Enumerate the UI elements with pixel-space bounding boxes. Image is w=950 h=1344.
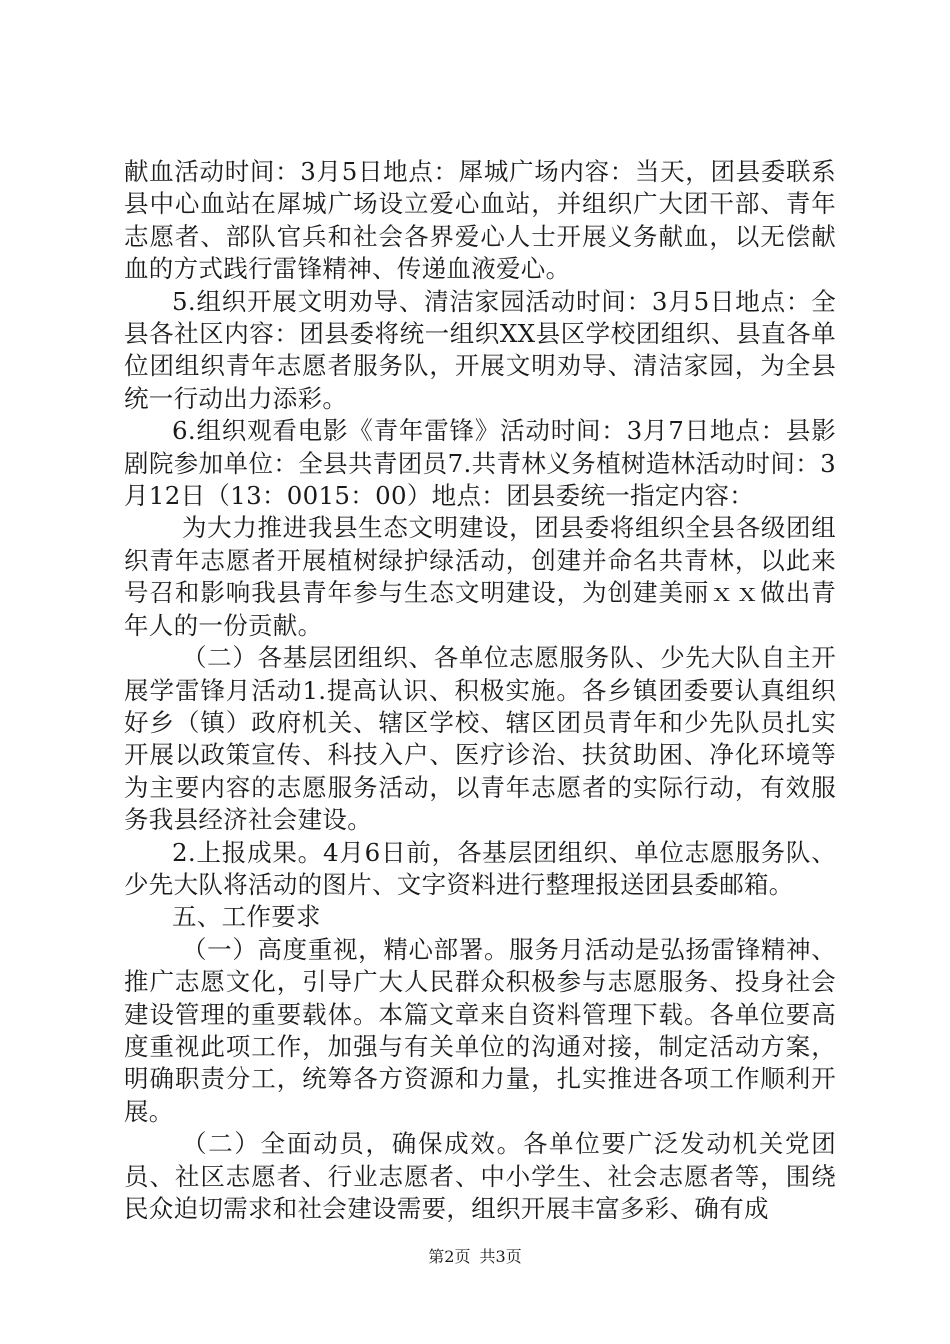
paragraph-movie-tree-planting: 6.组织观看电影《青年雷锋》活动时间：3月7日地点：县影剧院参加单位：全县共青团员7.共青林义务植树造林活动时间：3月12日（13：0015：00）地点：团县委统一指定内容： xyxy=(124,416,836,511)
document-body xyxy=(124,156,836,1225)
page-total: 共3页 xyxy=(479,1247,522,1266)
paragraph-attention-deployment: （一）高度重视，精心部署。服务月活动是弘扬雷锋精神、推广志愿文化，引导广大人民群众积极参与志愿服务、投身社会建设管理的重要载体。本篇文章来自资料管理下载。各单位要高度重视此项工作，加强与有关单位的沟通对接，制定活动方案，明确职责分工，统筹各方资源和力量，扎实推进各项工作顺利开展。 xyxy=(124,934,836,1126)
page-footer xyxy=(0,1244,950,1267)
paragraph-blood-donation: 献血活动时间：3月5日地点：犀城广场内容：当天，团县委联系县中心血站在犀城广场设立爱心血站，并组织广大团干部、青年志愿者、部队官兵和社会各界爱心人士开展义务献血，以无偿献血的方式践行雷锋精神、传递血液爱心。 xyxy=(124,157,836,284)
section-heading-work-requirements: 五、工作要求 xyxy=(172,902,321,932)
page-number: 第2页 xyxy=(428,1247,471,1266)
paragraph-ecological: 为大力推进我县生态文明建设，团县委将组织全县各级团组织青年志愿者开展植树绿护绿活动，创建并命名共青林，以此来号召和影响我县青年参与生态文明建设，为创建美丽ｘｘ做出青年人的一份贡献。 xyxy=(124,513,836,640)
paragraph-report-results: 2.上报成果。4月6日前，各基层团组织、单位志愿服务队、少先大队将活动的图片、文字资料进行整理报送团县委邮箱。 xyxy=(124,837,836,899)
paragraph-civility-cleanup: 5.组织开展文明劝导、清洁家园活动时间：3月5日地点：全县各社区内容：团县委将统一组织XX县区学校团组织、县直各单位团组织青年志愿者服务队，开展文明劝导、清洁家园，为全县统一行动出力添彩。 xyxy=(124,286,836,413)
paragraph-mobilization: （二）全面动员，确保成效。各单位要广泛发动机关党团员、社区志愿者、行业志愿者、中小学生、社会志愿者等，围绕民众迫切需求和社会建设需要，组织开展丰富多彩、确有成 xyxy=(124,1129,836,1223)
paragraph-grassroots: （二）各基层团组织、各单位志愿服务队、少先大队自主开展学雷锋月活动1.提高认识、积极实施。各乡镇团委要认真组织好乡（镇）政府机关、辖区学校、辖区团员青年和少先队员扎实开展以政策宣传、科技入户、医疗诊治、扶贫助困、净化环境等为主要内容的志愿服务活动，以青年志愿者的实际行动，有效服务我县经济社会建设。 xyxy=(124,643,836,835)
